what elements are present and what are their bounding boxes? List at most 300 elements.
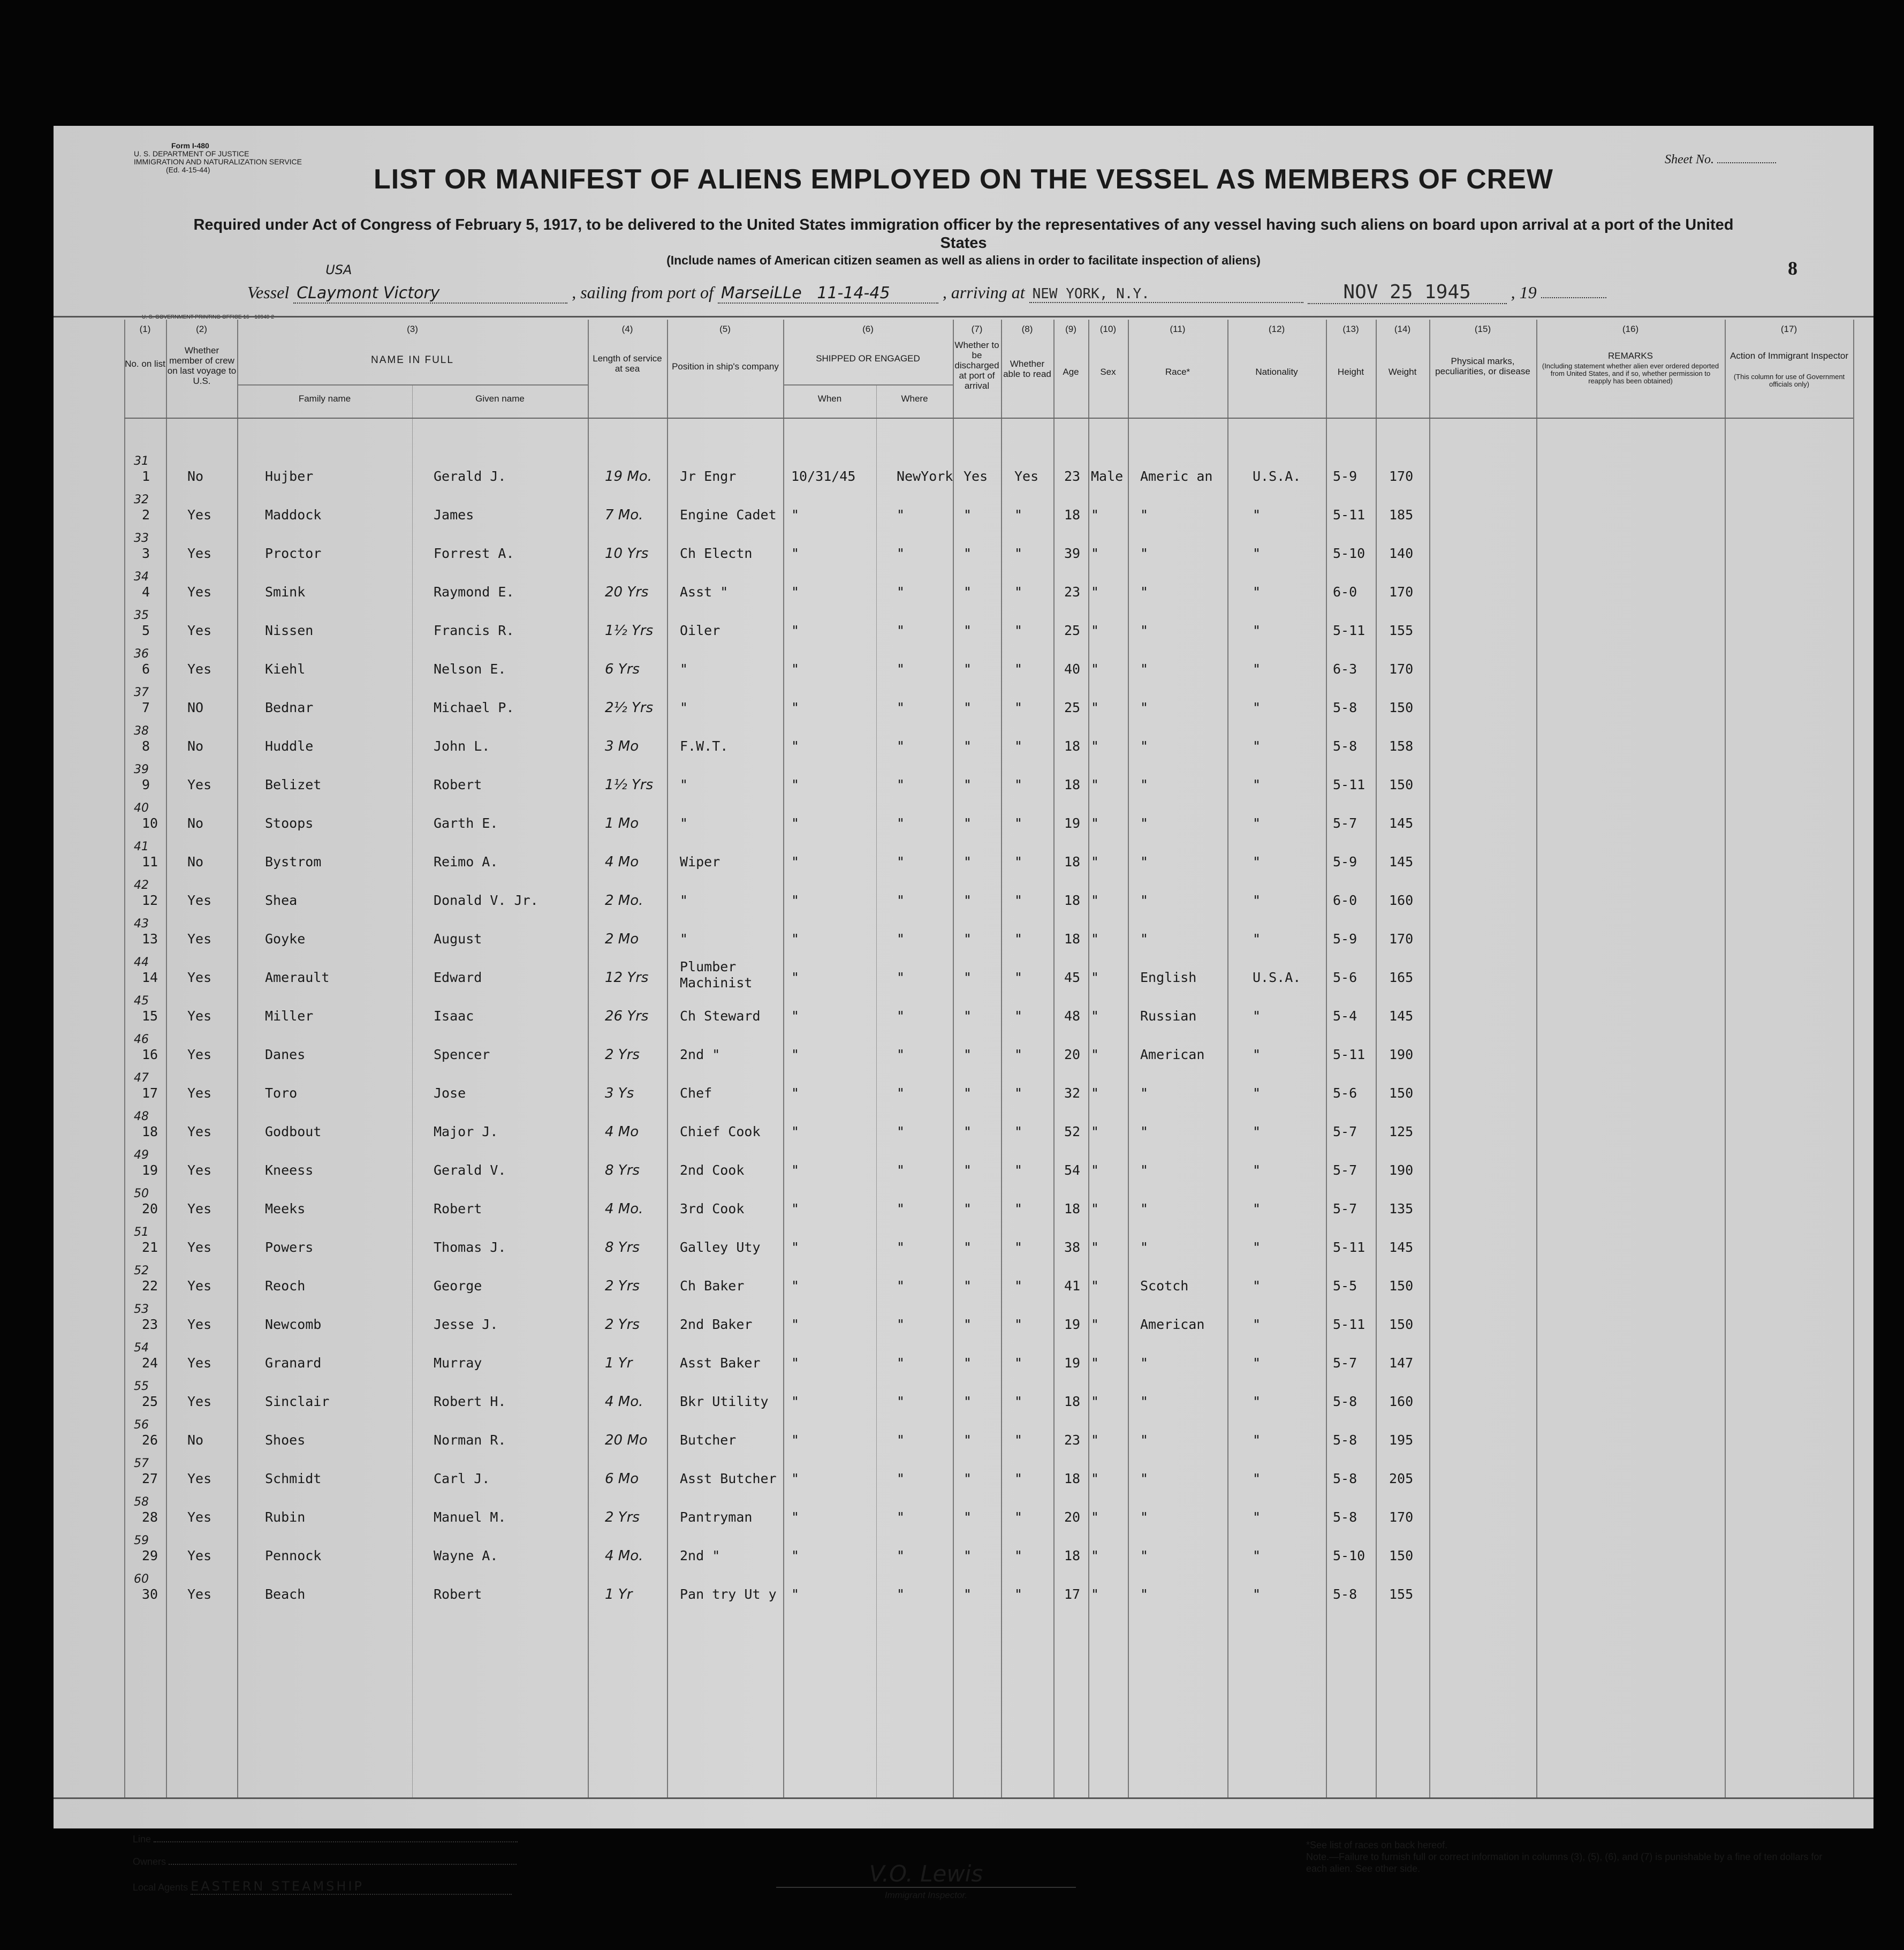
column-number: (3) (407, 324, 418, 334)
service-length: 4 Mo (605, 854, 639, 870)
running-number: 40 (134, 802, 149, 815)
nationality-value: " (1253, 738, 1261, 754)
column-number: (15) (1474, 324, 1491, 334)
discharge-value: " (964, 507, 972, 523)
last-voyage-value: Yes (187, 623, 212, 638)
last-voyage-value: No (187, 738, 204, 754)
given-name: Murray (434, 1355, 482, 1371)
ship-position: 2nd Baker (680, 1317, 753, 1332)
agents-label: Local Agents (133, 1882, 188, 1893)
shipped-where: " (897, 854, 905, 870)
given-name: Isaac (434, 1008, 474, 1024)
height-value: 5-4 (1333, 1008, 1357, 1024)
family-name: Proctor (265, 546, 322, 561)
weight-value: 155 (1389, 1586, 1414, 1602)
table-bottom-rule (54, 1797, 1873, 1799)
last-voyage-value: Yes (187, 1586, 212, 1602)
running-number: 43 (134, 917, 149, 931)
ship-position: 2nd " (680, 1047, 720, 1062)
row-number: 4 (142, 584, 150, 600)
column-divider (1376, 320, 1377, 1797)
service-length: 1 Yr (605, 1586, 633, 1603)
nationality-value: " (1253, 1278, 1261, 1294)
family-name: Belizet (265, 777, 322, 792)
ship-position: Ch Steward (680, 1008, 761, 1024)
row-number: 29 (142, 1548, 158, 1563)
column-divider (166, 320, 167, 1797)
shipped-when: " (791, 661, 800, 677)
col-race: Race* (1165, 367, 1190, 377)
running-number: 35 (134, 609, 149, 622)
inspector-label: Immigrant Inspector. (884, 1890, 968, 1900)
vessel-flag: USA (325, 262, 352, 277)
given-name: August (434, 931, 482, 947)
service-length: 6 Mo (605, 1471, 639, 1487)
family-name: Meeks (265, 1201, 306, 1216)
shipped-when: " (791, 815, 800, 831)
shipped-where: " (897, 661, 905, 677)
shipped-when: " (791, 1471, 800, 1486)
last-voyage-value: Yes (187, 1509, 212, 1525)
weight-value: 150 (1389, 1548, 1414, 1563)
col-remarks-note: (Including statement whether alien ever ordered deported from United States, and if so, whether permission to reapply has been obtained) (1542, 362, 1719, 385)
weight-value: 190 (1389, 1162, 1414, 1178)
shipped-when: " (791, 854, 800, 870)
shipped-where: " (897, 1162, 905, 1178)
running-number: 52 (134, 1264, 149, 1278)
weight-value: 155 (1389, 623, 1414, 638)
shipped-where: " (897, 738, 905, 754)
race-value: English (1140, 970, 1197, 985)
ship-position: Chief Cook (680, 1124, 761, 1139)
race-value: " (1140, 623, 1149, 638)
service-length: 1 Yr (605, 1355, 633, 1371)
column-divider (1853, 320, 1854, 1797)
given-name: Garth E. (434, 815, 498, 831)
owners-label: Owners (133, 1856, 166, 1867)
weight-value: 205 (1389, 1471, 1414, 1486)
column-divider (412, 386, 413, 1797)
sex-value: " (1091, 623, 1099, 638)
ship-position: Wiper (680, 854, 720, 870)
ship-position: Engine Cadet (680, 507, 777, 523)
inspector-signature: V.O. Lewis (776, 1861, 1076, 1888)
service-length: 4 Mo. (605, 1548, 643, 1564)
last-voyage-value: No (187, 1432, 204, 1448)
shipped-where: " (897, 1239, 905, 1255)
discharge-value: " (964, 1162, 972, 1178)
height-value: 5-9 (1333, 854, 1357, 870)
given-name: Robert (434, 1201, 482, 1216)
column-divider (953, 320, 954, 1797)
running-number: 37 (134, 686, 149, 699)
family-name: Kiehl (265, 661, 306, 677)
shipped-when: " (791, 1394, 800, 1409)
sex-value: " (1091, 777, 1099, 792)
running-number: 54 (134, 1341, 149, 1355)
race-value: " (1140, 1509, 1149, 1525)
discharge-value: " (964, 1586, 972, 1602)
height-value: 5-11 (1333, 507, 1366, 523)
shipped-when: " (791, 777, 800, 792)
family-name: Newcomb (265, 1317, 322, 1332)
nationality-value: " (1253, 1394, 1261, 1409)
last-voyage-value: Yes (187, 584, 212, 600)
weight-value: 145 (1389, 1008, 1414, 1024)
race-value: " (1140, 1124, 1149, 1139)
sex-value: " (1091, 970, 1099, 985)
race-value: Russian (1140, 1008, 1197, 1024)
age-value: 18 (1064, 1394, 1081, 1409)
given-name: Wayne A. (434, 1548, 498, 1563)
shipped-where: " (897, 546, 905, 561)
last-voyage-value: Yes (187, 1085, 212, 1101)
shipped-when: " (791, 1278, 800, 1294)
ship-position: " (680, 700, 688, 715)
ship-position: Bkr Utility (680, 1394, 769, 1409)
shipped-when: " (791, 700, 800, 715)
row-number: 25 (142, 1394, 158, 1409)
nationality-value: " (1253, 1162, 1261, 1178)
owners-field (133, 1856, 517, 1868)
shipped-when: " (791, 970, 800, 985)
sex-value: " (1091, 507, 1099, 523)
column-divider (1128, 320, 1129, 1797)
row-number: 20 (142, 1201, 158, 1216)
column-divider (1429, 320, 1430, 1797)
age-value: 18 (1064, 507, 1081, 523)
arriving-label: , arriving at (942, 283, 1025, 302)
service-length: 1½ Yrs (605, 777, 654, 793)
sex-value: " (1091, 661, 1099, 677)
height-value: 5-6 (1333, 1085, 1357, 1101)
family-name: Toro (265, 1085, 298, 1101)
height-value: 5-7 (1333, 1162, 1357, 1178)
discharge-value: " (964, 623, 972, 638)
discharge-value: " (964, 738, 972, 754)
weight-value: 145 (1389, 854, 1414, 870)
shipped-where: " (897, 1509, 905, 1525)
column-divider (1725, 320, 1726, 1797)
family-name: Maddock (265, 507, 322, 523)
vessel-line (247, 262, 1606, 304)
family-name: Powers (265, 1239, 314, 1255)
height-value: 5-11 (1333, 777, 1366, 792)
shipped-where: " (897, 1201, 905, 1216)
header-subrule (237, 384, 588, 386)
nationality-value: " (1253, 661, 1261, 677)
shipped-where: " (897, 893, 905, 908)
shipped-when: " (791, 1432, 800, 1448)
race-value: " (1140, 854, 1149, 870)
given-name: Edward (434, 970, 482, 985)
running-number: 33 (134, 532, 149, 545)
running-number: 49 (134, 1148, 149, 1162)
race-value: " (1140, 1394, 1149, 1409)
given-name: Robert (434, 1586, 482, 1602)
read-value: " (1014, 1548, 1023, 1563)
weight-value: 150 (1389, 777, 1414, 792)
col-age: Age (1063, 367, 1079, 377)
sex-value: " (1091, 1162, 1099, 1178)
height-value: 5-9 (1333, 468, 1357, 484)
height-value: 5-8 (1333, 1394, 1357, 1409)
nationality-value: " (1253, 1355, 1261, 1371)
department: U. S. DEPARTMENT OF JUSTICE (134, 149, 249, 158)
sex-value: " (1091, 700, 1099, 715)
nationality-value: " (1253, 623, 1261, 638)
height-value: 5-8 (1333, 1509, 1357, 1525)
running-number: 59 (134, 1534, 149, 1547)
departure-port (718, 284, 938, 304)
shipped-where: " (897, 815, 905, 831)
row-number: 14 (142, 970, 158, 985)
read-value: " (1014, 700, 1023, 715)
sex-value: " (1091, 1201, 1099, 1216)
row-number: 30 (142, 1586, 158, 1602)
shipped-when: " (791, 1355, 800, 1371)
sex-value: " (1091, 1432, 1099, 1448)
last-voyage-value: Yes (187, 1471, 212, 1486)
discharge-value: " (964, 1124, 972, 1139)
column-number: (8) (1021, 324, 1033, 334)
race-value: " (1140, 661, 1149, 677)
family-name: Granard (265, 1355, 322, 1371)
ship-position: " (680, 815, 688, 831)
nationality-value: " (1253, 700, 1261, 715)
discharge-value: " (964, 1008, 972, 1024)
nationality-value: " (1253, 1317, 1261, 1332)
read-value: " (1014, 931, 1023, 947)
running-number: 53 (134, 1303, 149, 1316)
sailing-label: , sailing from port of (572, 283, 714, 302)
sheet-number-label: Sheet No. (1665, 153, 1714, 167)
read-value: " (1014, 1047, 1023, 1062)
family-name: Amerault (265, 970, 330, 985)
shipped-where: " (897, 1278, 905, 1294)
col-family-name: Family name (298, 394, 351, 404)
owners-blank (169, 1864, 517, 1865)
given-name: Gerald J. (434, 468, 506, 484)
age-value: 19 (1064, 1317, 1081, 1332)
discharge-value: " (964, 970, 972, 985)
sex-value: Male (1091, 468, 1124, 484)
given-name: Norman R. (434, 1432, 506, 1448)
given-name: Carl J. (434, 1471, 490, 1486)
page-subtitle: Required under Act of Congress of February 5, 1917, to be delivered to the United States immigration officer by the representatives of any vessel having such aliens on board upon arrival at a port of the United States (193, 216, 1734, 252)
shipped-where: " (897, 1548, 905, 1563)
age-value: 23 (1064, 584, 1081, 600)
family-name: Danes (265, 1047, 306, 1062)
age-value: 23 (1064, 1432, 1081, 1448)
race-note: *See list of races on back hereof. (1306, 1840, 1448, 1850)
shipped-when: " (791, 931, 800, 947)
family-name: Bystrom (265, 854, 322, 870)
col-nationality: Nationality (1255, 367, 1298, 377)
col-inspector-note: (This column for use of Government officials only) (1733, 373, 1845, 388)
col-name-in-full: NAME IN FULL (371, 354, 454, 366)
sex-value: " (1091, 546, 1099, 561)
given-name: Raymond E. (434, 584, 514, 600)
ship-position: 2nd Cook (680, 1162, 745, 1178)
column-divider (1227, 320, 1228, 1797)
age-value: 25 (1064, 623, 1081, 638)
column-divider (1536, 320, 1537, 1797)
height-value: 5-10 (1333, 1548, 1366, 1563)
service-length: 2 Yrs (605, 1509, 640, 1525)
race-value: American (1140, 1047, 1205, 1062)
height-value: 5-8 (1333, 738, 1357, 754)
col-discharged: Whether to be discharged at port of arrival (954, 340, 999, 391)
discharge-value: " (964, 854, 972, 870)
service-length: 19 Mo. (605, 468, 652, 485)
column-number: (14) (1394, 324, 1411, 334)
sex-value: " (1091, 1239, 1099, 1255)
row-number: 12 (142, 893, 158, 908)
sex-value: " (1091, 893, 1099, 908)
line-blank (154, 1841, 518, 1842)
row-number: 8 (142, 738, 150, 754)
race-value: " (1140, 815, 1149, 831)
discharge-value: " (964, 1239, 972, 1255)
column-divider (667, 320, 668, 1797)
column-number: (1) (139, 324, 151, 334)
height-value: 5-8 (1333, 1586, 1357, 1602)
last-voyage-value: Yes (187, 1239, 212, 1255)
shipped-when: " (791, 1548, 800, 1563)
age-value: 18 (1064, 1548, 1081, 1563)
discharge-value: " (964, 1355, 972, 1371)
running-number: 51 (134, 1226, 149, 1239)
column-number: (13) (1342, 324, 1359, 334)
ship-position: Pantryman (680, 1509, 753, 1525)
race-value: Americ an (1140, 468, 1213, 484)
shipped-when: " (791, 738, 800, 754)
discharge-value: " (964, 1047, 972, 1062)
last-voyage-value: Yes (187, 1008, 212, 1024)
race-value: " (1140, 738, 1149, 754)
running-number: 39 (134, 763, 149, 776)
last-voyage-value: Yes (187, 1548, 212, 1563)
age-value: 18 (1064, 777, 1081, 792)
discharge-value: " (964, 1432, 972, 1448)
discharge-value: " (964, 1548, 972, 1563)
shipped-when: " (791, 1586, 800, 1602)
service-length: 6 Yrs (605, 661, 640, 677)
row-number: 10 (142, 815, 158, 831)
sex-value: " (1091, 738, 1099, 754)
shipped-when: " (791, 1201, 800, 1216)
last-voyage-value: Yes (187, 1124, 212, 1139)
race-value: " (1140, 1471, 1149, 1486)
shipped-where: " (897, 931, 905, 947)
race-value: " (1140, 777, 1149, 792)
header-subrule (783, 384, 953, 386)
discharge-value: Yes (964, 468, 988, 484)
ship-position: " (680, 893, 688, 908)
service-length: 12 Yrs (605, 970, 649, 986)
read-value: " (1014, 1586, 1023, 1602)
race-value: " (1140, 893, 1149, 908)
last-voyage-value: Yes (187, 1162, 212, 1178)
shipped-where: " (897, 1586, 905, 1602)
row-number: 16 (142, 1047, 158, 1062)
age-value: 18 (1064, 854, 1081, 870)
nationality-value: U.S.A. (1253, 468, 1301, 484)
family-name: Miller (265, 1008, 314, 1024)
shipped-where: " (897, 507, 905, 523)
arrival-port: NEW YORK, N.Y. (1029, 286, 1303, 303)
running-number: 48 (134, 1110, 149, 1123)
column-divider (1053, 320, 1055, 1797)
page-subnote: (Include names of American citizen seamen as well as aliens in order to facilitate inspection of aliens) (666, 253, 1261, 267)
nationality-value: " (1253, 1432, 1261, 1448)
age-value: 19 (1064, 1355, 1081, 1371)
age-value: 17 (1064, 1586, 1081, 1602)
age-value: 54 (1064, 1162, 1081, 1178)
nationality-value: " (1253, 854, 1261, 870)
row-number: 13 (142, 931, 158, 947)
column-divider (1326, 320, 1327, 1797)
shipped-when: " (791, 893, 800, 908)
service-length: 8 Yrs (605, 1162, 640, 1178)
service-length: 20 Mo (605, 1432, 648, 1448)
discharge-value: " (964, 1085, 972, 1101)
sex-value: " (1091, 1124, 1099, 1139)
given-name: Robert H. (434, 1394, 506, 1409)
ship-position: 3rd Cook (680, 1201, 745, 1216)
height-value: 5-11 (1333, 1317, 1366, 1332)
family-name: Godbout (265, 1124, 322, 1139)
col-inspector-action: Action of Immigrant Inspector (1729, 351, 1849, 361)
running-number: 56 (134, 1418, 149, 1432)
row-number: 23 (142, 1317, 158, 1332)
ship-position: Oiler (680, 623, 720, 638)
vessel-label: Vessel (247, 283, 290, 302)
weight-value: 195 (1389, 1432, 1414, 1448)
running-number: 42 (134, 879, 149, 892)
age-value: 25 (1064, 700, 1081, 715)
ship-position: Asst Butcher (680, 1471, 777, 1486)
age-value: 32 (1064, 1085, 1081, 1101)
discharge-value: " (964, 1471, 972, 1486)
race-value: " (1140, 546, 1149, 561)
family-name: Huddle (265, 738, 314, 754)
sex-value: " (1091, 1008, 1099, 1024)
row-number: 9 (142, 777, 150, 792)
ship-position: Galley Uty (680, 1239, 761, 1255)
weight-value: 170 (1389, 584, 1414, 600)
family-name: Stoops (265, 815, 314, 831)
family-name: Reoch (265, 1278, 306, 1294)
age-value: 18 (1064, 1471, 1081, 1486)
shipped-when: " (791, 1124, 800, 1139)
column-number: (5) (719, 324, 731, 334)
shipped-where: " (897, 584, 905, 600)
nationality-value: " (1253, 1085, 1261, 1101)
ship-position: Pan try Ut y (680, 1586, 777, 1602)
row-number: 7 (142, 700, 150, 715)
family-name: Shoes (265, 1432, 306, 1448)
column-divider (1001, 320, 1002, 1797)
last-voyage-value: Yes (187, 931, 212, 947)
shipped-when: " (791, 623, 800, 638)
family-name: Beach (265, 1586, 306, 1602)
vessel-name-text: CLaymont Victory (297, 284, 440, 303)
ship-position: Plumber Machinist (680, 959, 753, 991)
nationality-value: " (1253, 1471, 1261, 1486)
ship-position: Asst " (680, 584, 729, 600)
